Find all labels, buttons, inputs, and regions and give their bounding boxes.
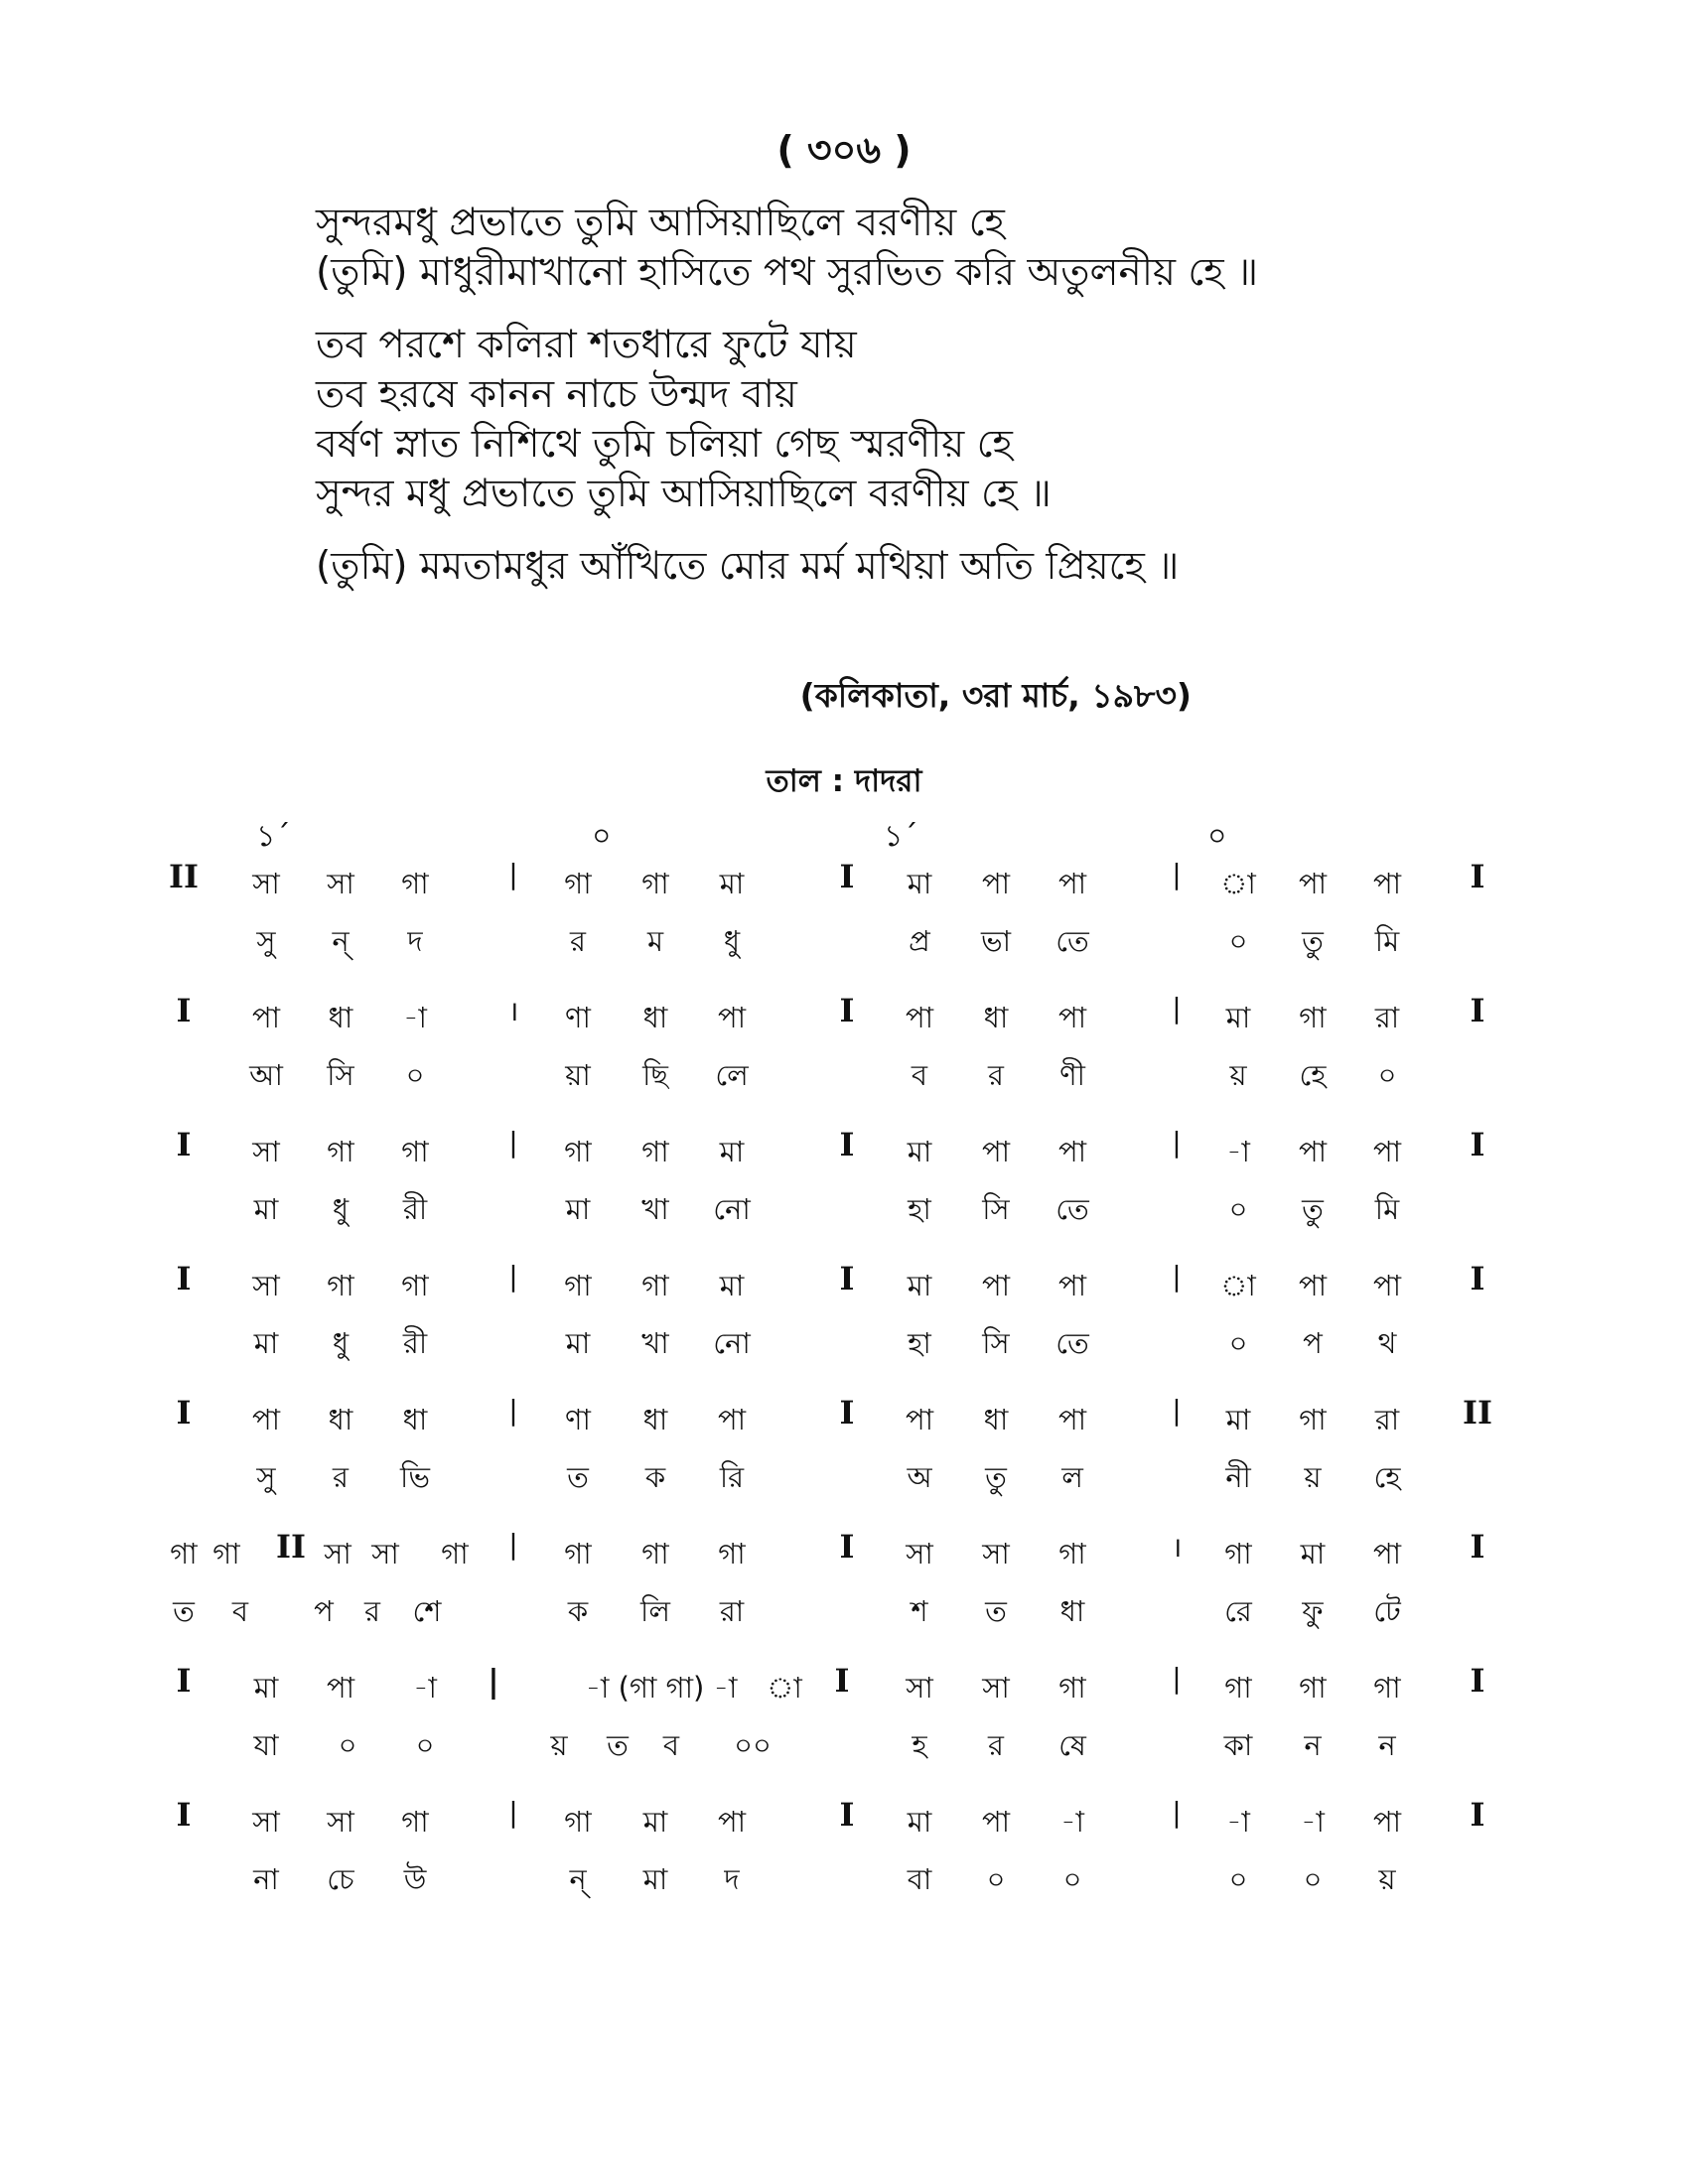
lyric-syllable: ম bbox=[646, 924, 664, 958]
beat-mark: ১´ bbox=[256, 819, 291, 854]
swara-note: মা bbox=[907, 1805, 932, 1839]
lyric-syllable: নী bbox=[1225, 1460, 1251, 1494]
lyric-syllable: র bbox=[570, 924, 586, 958]
swara-note: ধা bbox=[642, 1001, 668, 1034]
swara-note: গা bbox=[170, 1537, 198, 1570]
swara-note: সা bbox=[252, 1269, 280, 1302]
lyric-syllable: র bbox=[333, 1460, 349, 1494]
lyric-syllable: চে bbox=[327, 1862, 354, 1896]
swara-note: পা bbox=[1372, 1135, 1402, 1168]
lyric-syllable: লি bbox=[640, 1594, 670, 1628]
lyric-syllable: রী bbox=[402, 1192, 428, 1226]
lyric-syllable: দ bbox=[407, 924, 423, 958]
row-start-bar: I bbox=[176, 992, 192, 1029]
row-end-bar: I bbox=[1470, 1662, 1485, 1700]
swara-note: -া bbox=[1226, 1805, 1250, 1839]
lyric-syllable: ০ bbox=[1228, 1862, 1248, 1896]
swara-note: সা bbox=[324, 1537, 352, 1570]
swara-note: ণা bbox=[565, 1001, 591, 1034]
lyric-syllable: ফু bbox=[1302, 1594, 1324, 1628]
lyric-syllable: ন্ bbox=[569, 1862, 587, 1896]
lyric-syllable: হে bbox=[1299, 1058, 1327, 1092]
lyric-syllable: ত bbox=[607, 1728, 629, 1762]
lyric-syllable: য় bbox=[1229, 1058, 1247, 1092]
swara-note: মা bbox=[1225, 1001, 1251, 1034]
lyric-syllable: য় bbox=[1378, 1862, 1396, 1896]
lyric-syllable: সি bbox=[982, 1326, 1010, 1360]
swara-note: -া bbox=[403, 1001, 427, 1034]
bar-line: I bbox=[839, 992, 855, 1029]
lyric-syllable: শে bbox=[412, 1594, 442, 1628]
swara-note: ধা bbox=[402, 1403, 428, 1436]
lyric-syllable: য় bbox=[550, 1728, 568, 1762]
bar-line: | bbox=[1172, 858, 1182, 890]
swara-note: গা bbox=[641, 1269, 669, 1302]
lyric-syllable: ০ bbox=[338, 1728, 357, 1762]
swara-note: ধা bbox=[328, 1403, 353, 1436]
swara-note: সা bbox=[327, 1805, 354, 1839]
swara-note: সা bbox=[252, 1805, 280, 1839]
swara-note: পা bbox=[251, 1001, 281, 1034]
lyric-syllable: ল bbox=[1061, 1460, 1083, 1494]
lyric-syllable: প্র bbox=[909, 924, 930, 958]
tala-title: তাল : দাদরা bbox=[766, 763, 922, 799]
lyric-line: সুন্দরমধু প্রভাতে তুমি আসিয়াছিলে বরণীয় হে bbox=[316, 201, 1005, 245]
beat-mark: ০ bbox=[1207, 819, 1227, 854]
swara-note: -া bbox=[413, 1671, 437, 1705]
swara-note: পা bbox=[1372, 1269, 1402, 1302]
swara-note: সা bbox=[252, 867, 280, 900]
swara-note: পা bbox=[1057, 867, 1087, 900]
swara-note: পা bbox=[981, 1135, 1011, 1168]
swara-note: া bbox=[1220, 1269, 1256, 1302]
swara-note: পা bbox=[717, 1403, 747, 1436]
lyric-syllable: ব bbox=[231, 1594, 249, 1628]
lyric-syllable: য় bbox=[1304, 1460, 1322, 1494]
swara-note: গা bbox=[564, 1537, 592, 1570]
swara-note: পা bbox=[251, 1403, 281, 1436]
lyric-syllable: ০ bbox=[405, 1058, 425, 1092]
bar-line: | bbox=[508, 1126, 518, 1159]
lyric-syllable: তু bbox=[1302, 924, 1324, 958]
lyric-syllable: ন bbox=[1378, 1728, 1396, 1762]
lyric-syllable: অ bbox=[907, 1460, 932, 1494]
lyric-syllable: নো bbox=[713, 1192, 751, 1226]
lyric-syllable: হ bbox=[912, 1728, 927, 1762]
swara-note: পা bbox=[1057, 1001, 1087, 1034]
bar-line: | bbox=[508, 858, 518, 890]
bar-line: I bbox=[839, 1260, 855, 1297]
swara-note: পা bbox=[1057, 1269, 1087, 1302]
lyric-line: তব হরষে কানন নাচে উন্মদ বায় bbox=[316, 372, 797, 417]
lyric-syllable: ০০ bbox=[734, 1728, 772, 1762]
swara-note: গা bbox=[327, 1135, 354, 1168]
lyric-line: সুন্দর মধু প্রভাতে তুমি আসিয়াছিলে বরণীয় হে ॥ bbox=[316, 472, 1052, 516]
lyric-syllable: তু bbox=[985, 1460, 1007, 1494]
row-end-bar: I bbox=[1470, 992, 1485, 1029]
bar-line: I bbox=[839, 858, 855, 895]
swara-note: মা bbox=[719, 1135, 745, 1168]
lyric-syllable: সি bbox=[327, 1058, 354, 1092]
swara-note: গা bbox=[718, 1537, 746, 1570]
beat-mark: ০ bbox=[592, 819, 612, 854]
page-number: ( ৩০৬ ) bbox=[776, 128, 912, 172]
swara-note: পা bbox=[1372, 1537, 1402, 1570]
swara-note: পা bbox=[1057, 1135, 1087, 1168]
lyric-syllable: মা bbox=[642, 1862, 668, 1896]
bar-line: I bbox=[834, 1662, 850, 1700]
swara-note: গা bbox=[1373, 1671, 1401, 1705]
lyric-line: (তুমি) মাধুরীমাখানো হাসিতে পথ সুরভিত করি অতুলনীয় হে ॥ bbox=[316, 250, 1259, 295]
swara-note: গা bbox=[401, 1269, 429, 1302]
swara-note: -া bbox=[1226, 1135, 1250, 1168]
swara-note: মা bbox=[719, 1269, 745, 1302]
swara-note: -া bbox=[1301, 1805, 1325, 1839]
row-end-bar: I bbox=[1470, 1126, 1485, 1163]
bar-line: | bbox=[508, 1260, 518, 1293]
lyric-syllable: ০ bbox=[1062, 1862, 1082, 1896]
bar-line: । bbox=[1171, 1531, 1183, 1564]
lyric-syllable: শ bbox=[911, 1594, 928, 1628]
swara-note: গা bbox=[564, 1135, 592, 1168]
lyric-syllable: প bbox=[314, 1594, 334, 1628]
lyric-syllable: মা bbox=[565, 1326, 591, 1360]
swara-note: পা bbox=[1298, 1269, 1328, 1302]
lyric-syllable: র bbox=[364, 1594, 380, 1628]
lyric-syllable: দ bbox=[724, 1862, 740, 1896]
lyric-syllable: ভি bbox=[400, 1460, 430, 1494]
swara-note: গা bbox=[641, 1135, 669, 1168]
lyric-syllable: ত bbox=[567, 1460, 589, 1494]
swara-note: গা bbox=[1299, 1403, 1327, 1436]
lyric-syllable: র bbox=[988, 1728, 1004, 1762]
swara-note: পা bbox=[981, 1269, 1011, 1302]
lyric-syllable: ধা bbox=[1059, 1594, 1085, 1628]
swara-note: -া bbox=[1060, 1805, 1084, 1839]
lyric-syllable: ষে bbox=[1058, 1728, 1086, 1762]
lyric-syllable: র bbox=[988, 1058, 1004, 1092]
bar-line: | bbox=[1172, 992, 1182, 1024]
lyric-syllable: টে bbox=[1373, 1594, 1401, 1628]
swara-note: গা bbox=[1299, 1671, 1327, 1705]
swara-note: মা bbox=[907, 1135, 932, 1168]
row-start-bar: II bbox=[169, 858, 199, 895]
lyric-syllable: ০ bbox=[1228, 1192, 1248, 1226]
lyric-syllable: ত bbox=[985, 1594, 1007, 1628]
lyric-syllable: রা bbox=[719, 1594, 745, 1628]
lyric-line: বর্ষণ স্নাত নিশিথে তুমি চলিয়া গেছ স্মরণীয় হে bbox=[316, 422, 1013, 467]
swara-note: গা bbox=[1224, 1671, 1252, 1705]
swara-note: গা bbox=[1299, 1001, 1327, 1034]
swara-note: মা bbox=[907, 1269, 932, 1302]
lyric-syllable: খা bbox=[641, 1192, 669, 1226]
lyric-syllable: ভা bbox=[980, 924, 1012, 958]
lyric-syllable: ত bbox=[173, 1594, 195, 1628]
swara-note: ধা bbox=[328, 1001, 353, 1034]
lyric-syllable: তে bbox=[1055, 1192, 1089, 1226]
swara-note: মা bbox=[907, 867, 932, 900]
row-start-bar: I bbox=[176, 1126, 192, 1163]
bar-line: | bbox=[1172, 1260, 1182, 1293]
lyric-syllable: আ bbox=[249, 1058, 283, 1092]
swara-note: মা bbox=[1225, 1403, 1251, 1436]
swara-note: গা bbox=[441, 1537, 469, 1570]
swara-note: পা bbox=[1298, 867, 1328, 900]
bar-line: | bbox=[508, 1796, 518, 1829]
lyric-syllable: ০ bbox=[1228, 1326, 1248, 1360]
swara-note: পা bbox=[717, 1001, 747, 1034]
swara-note: া bbox=[1220, 867, 1256, 900]
swara-note: পা bbox=[1372, 867, 1402, 900]
swara-note: সা bbox=[327, 867, 354, 900]
swara-note: গা bbox=[1058, 1537, 1086, 1570]
bar-line: | bbox=[1172, 1394, 1182, 1427]
row-end-bar: I bbox=[1470, 1260, 1485, 1297]
swara-note: ধা bbox=[983, 1403, 1009, 1436]
swara-note: পা bbox=[717, 1805, 747, 1839]
swara-note: গা bbox=[401, 1805, 429, 1839]
bar-line: | bbox=[488, 1662, 499, 1700]
bar-line: | bbox=[1172, 1796, 1182, 1829]
row-end-bar: II bbox=[1463, 1394, 1492, 1432]
lyric-syllable: সু bbox=[256, 924, 276, 958]
lyric-syllable: ধু bbox=[332, 1192, 350, 1226]
swara-note: পা bbox=[1372, 1805, 1402, 1839]
swara-note: সা bbox=[906, 1537, 933, 1570]
lyric-syllable: হা bbox=[908, 1326, 931, 1360]
lyric-syllable: ন্ bbox=[332, 924, 350, 958]
lyric-syllable: মা bbox=[565, 1192, 591, 1226]
row-end-bar: I bbox=[1470, 1528, 1485, 1566]
bar-line: | bbox=[508, 1394, 518, 1427]
swara-note: গা bbox=[564, 1805, 592, 1839]
lyric-syllable: ধু bbox=[332, 1326, 350, 1360]
lyric-syllable: ০ bbox=[986, 1862, 1006, 1896]
lyric-syllable: প bbox=[1303, 1326, 1323, 1360]
lyric-syllable: বা bbox=[907, 1862, 932, 1896]
lyric-syllable: যা bbox=[253, 1728, 279, 1762]
swara-note: রা bbox=[1374, 1403, 1400, 1436]
swara-note: মা bbox=[1300, 1537, 1326, 1570]
swara-note: পা bbox=[905, 1001, 934, 1034]
row-start-bar: I bbox=[176, 1662, 192, 1700]
bar-line: I bbox=[839, 1394, 855, 1432]
swara-note: পা bbox=[1298, 1135, 1328, 1168]
lyric-syllable: উ bbox=[403, 1862, 427, 1896]
row-start-bar: I bbox=[176, 1260, 192, 1297]
row-start-bar: I bbox=[176, 1394, 192, 1432]
lyric-syllable: রি bbox=[719, 1460, 745, 1494]
lyric-syllable: থ bbox=[1377, 1326, 1397, 1360]
lyric-syllable: তে bbox=[1055, 1326, 1089, 1360]
row-start-bar: II bbox=[276, 1528, 306, 1566]
lyric-syllable: ণী bbox=[1059, 1058, 1085, 1092]
swara-note: মা bbox=[719, 867, 745, 900]
swara-note: সা bbox=[252, 1135, 280, 1168]
lyric-syllable: সু bbox=[256, 1460, 276, 1494]
lyric-syllable: খা bbox=[641, 1326, 669, 1360]
swara-note: পা bbox=[1057, 1403, 1087, 1436]
swara-note: া bbox=[767, 1671, 802, 1705]
place-date-signoff: (কলিকাতা, ৩রা মার্চ, ১৯৮৩) bbox=[799, 676, 1192, 715]
swara-note: গা bbox=[564, 867, 592, 900]
swara-note: পা bbox=[905, 1403, 934, 1436]
bar-line: I bbox=[839, 1126, 855, 1163]
lyric-syllable: ০ bbox=[1303, 1862, 1323, 1896]
bar-line: | bbox=[1172, 1662, 1182, 1695]
swara-note: রা bbox=[1374, 1001, 1400, 1034]
bar-line: | bbox=[508, 1528, 518, 1561]
lyric-syllable: ব bbox=[911, 1058, 928, 1092]
lyric-syllable: ধু bbox=[723, 924, 741, 958]
lyric-syllable: ০ bbox=[1228, 924, 1248, 958]
swara-note: পা bbox=[326, 1671, 355, 1705]
swara-note: গা bbox=[641, 1537, 669, 1570]
lyric-line: (তুমি) মমতামধুর আঁখিতে মোর মর্ম মথিয়া অতি প্রিয়হে ॥ bbox=[316, 544, 1180, 589]
lyric-syllable: সি bbox=[982, 1192, 1010, 1226]
swara-note: -া (গা গা) -া bbox=[585, 1671, 738, 1705]
bar-line: I bbox=[839, 1796, 855, 1834]
swara-note: সা bbox=[982, 1671, 1010, 1705]
lyric-syllable: মি bbox=[1374, 924, 1400, 958]
lyric-syllable: নো bbox=[713, 1326, 751, 1360]
swara-note: সা bbox=[982, 1537, 1010, 1570]
lyric-syllable: তু bbox=[1302, 1192, 1324, 1226]
swara-note: পা bbox=[981, 1805, 1011, 1839]
swara-note: গা bbox=[401, 1135, 429, 1168]
swara-note: গা bbox=[641, 867, 669, 900]
lyric-syllable: লে bbox=[715, 1058, 749, 1092]
lyric-syllable: ছি bbox=[642, 1058, 668, 1092]
lyric-syllable: তে bbox=[1055, 924, 1089, 958]
lyric-syllable: কা bbox=[1223, 1728, 1253, 1762]
beat-mark: ১´ bbox=[884, 819, 918, 854]
swara-note: গা bbox=[564, 1269, 592, 1302]
swara-note: সা bbox=[906, 1671, 933, 1705]
row-start-bar: I bbox=[176, 1796, 192, 1834]
swara-note: ধা bbox=[642, 1403, 668, 1436]
lyric-syllable: ন bbox=[1304, 1728, 1322, 1762]
lyric-syllable: না bbox=[253, 1862, 279, 1896]
swara-note: সা bbox=[371, 1537, 399, 1570]
lyric-syllable: ক bbox=[567, 1594, 589, 1628]
row-end-bar: I bbox=[1470, 1796, 1485, 1834]
lyric-syllable: ক bbox=[644, 1460, 666, 1494]
bar-line: | bbox=[1172, 1126, 1182, 1159]
swara-note: ধা bbox=[983, 1001, 1009, 1034]
swara-note: গা bbox=[1058, 1671, 1086, 1705]
lyric-syllable: মি bbox=[1374, 1192, 1400, 1226]
lyric-syllable: মা bbox=[253, 1326, 279, 1360]
lyric-syllable: রী bbox=[402, 1326, 428, 1360]
swara-note: গা bbox=[212, 1537, 240, 1570]
swara-note: মা bbox=[253, 1671, 279, 1705]
bar-line: I bbox=[839, 1528, 855, 1566]
lyric-syllable: হে bbox=[1373, 1460, 1401, 1494]
lyric-syllable: রে bbox=[1224, 1594, 1252, 1628]
lyric-syllable: ব bbox=[662, 1728, 680, 1762]
lyric-syllable: মা bbox=[253, 1192, 279, 1226]
lyric-syllable: য়া bbox=[565, 1058, 591, 1092]
swara-note: মা bbox=[642, 1805, 668, 1839]
lyric-line: তব পরশে কলিরা শতধারে ফুটে যায় bbox=[316, 323, 857, 367]
lyric-syllable: হা bbox=[908, 1192, 931, 1226]
row-end-bar: I bbox=[1470, 858, 1485, 895]
bar-line: । bbox=[507, 995, 519, 1027]
swara-note: গা bbox=[401, 867, 429, 900]
swara-note: ণা bbox=[565, 1403, 591, 1436]
swara-note: গা bbox=[1224, 1537, 1252, 1570]
lyric-syllable: ০ bbox=[1377, 1058, 1397, 1092]
swara-note: গা bbox=[327, 1269, 354, 1302]
lyric-syllable: ০ bbox=[415, 1728, 435, 1762]
swara-note: পা bbox=[981, 867, 1011, 900]
